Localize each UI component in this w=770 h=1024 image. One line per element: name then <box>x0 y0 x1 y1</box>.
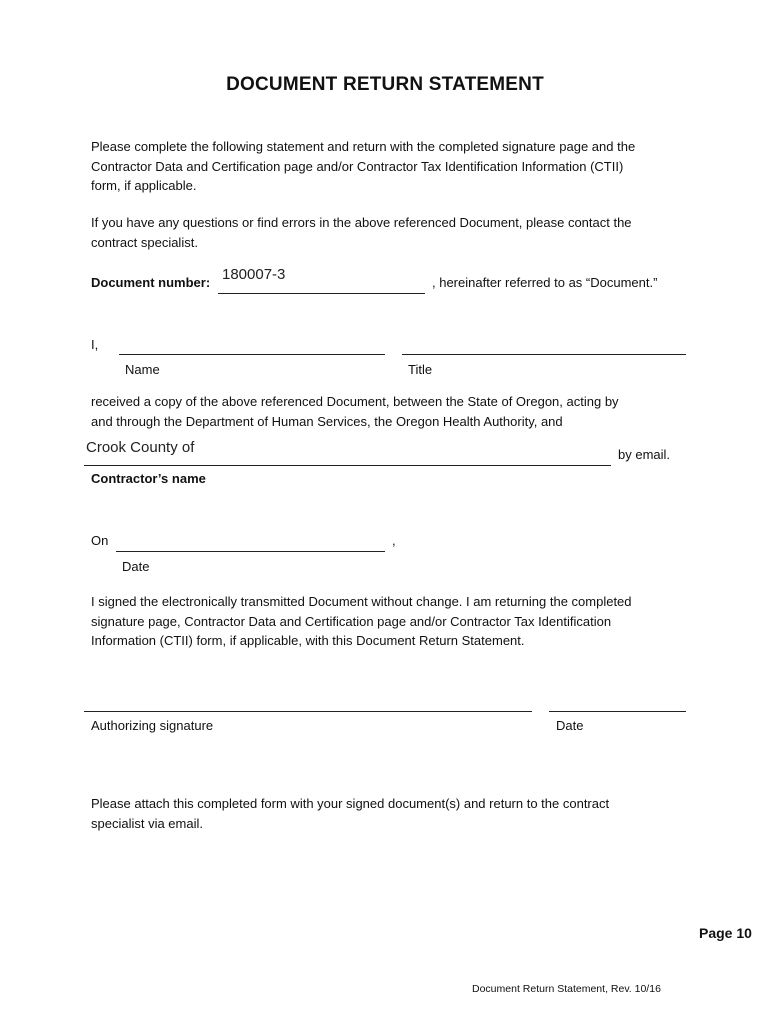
signature-date-label: Date <box>556 718 584 733</box>
document-number-suffix: , hereinafter referred to as “Document.” <box>432 275 658 290</box>
received-line: and through the Department of Human Services, the Oregon Health Authority, and <box>91 413 563 429</box>
intro-paragraph <box>91 137 691 196</box>
name-field[interactable] <box>119 354 385 355</box>
received-line: received a copy of the above referenced Document, between the State of Oregon, acting by <box>91 394 619 409</box>
footer-text: Document Return Statement, Rev. 10/16 <box>472 983 661 995</box>
document-number-label: Document number: <box>91 275 211 290</box>
questions-line: contract specialist. <box>91 234 198 250</box>
document-number-field[interactable]: 180007-3 <box>222 266 286 283</box>
signed-paragraph <box>91 592 691 651</box>
title-label: Title <box>408 362 433 377</box>
attach-paragraph <box>91 794 691 833</box>
questions-line: If you have any questions or find errors in the above referenced Document, please contact the <box>91 215 632 230</box>
on-date-comma: , <box>392 533 396 548</box>
signed-line: I signed the electronically transmitted Document without change. I am returning the completed <box>91 594 632 609</box>
signer-prefix: I, <box>91 337 99 352</box>
page-number: Page 10 <box>699 925 752 941</box>
document-number-underline <box>218 293 425 294</box>
on-date-field[interactable] <box>116 551 385 552</box>
page-title: DOCUMENT RETURN STATEMENT <box>226 74 544 95</box>
signature-date-field[interactable] <box>549 711 686 712</box>
received-paragraph <box>91 392 691 431</box>
contractor-name-field[interactable]: Crook County of <box>86 439 195 456</box>
intro-line: form, if applicable. <box>91 178 197 193</box>
attach-line: Please attach this completed form with your signed document(s) and return to the contract <box>91 796 610 811</box>
authorizing-signature-field[interactable] <box>84 711 532 712</box>
contractor-name-underline <box>84 465 611 466</box>
intro-line: Please complete the following statement and return with the completed signature page and the <box>91 139 636 154</box>
on-date-label: Date <box>122 559 150 574</box>
contractor-suffix: by email. <box>618 447 671 462</box>
on-prefix: On <box>91 533 109 548</box>
questions-paragraph <box>91 213 691 252</box>
title-field[interactable] <box>402 354 686 355</box>
contractor-name-label: Contractor’s name <box>91 471 206 486</box>
intro-line: Contractor Data and Certification page and/or Contractor Tax Identification Information (CTII) <box>91 158 624 174</box>
signed-line: Information (CTII) form, if applicable, with this Document Return Statement. <box>91 633 525 648</box>
signed-line: signature page, Contractor Data and Certification page and/or Contractor Tax Identification <box>91 613 612 629</box>
name-label: Name <box>125 362 160 377</box>
authorizing-signature-label: Authorizing signature <box>91 718 214 733</box>
attach-line: specialist via email. <box>91 815 203 831</box>
